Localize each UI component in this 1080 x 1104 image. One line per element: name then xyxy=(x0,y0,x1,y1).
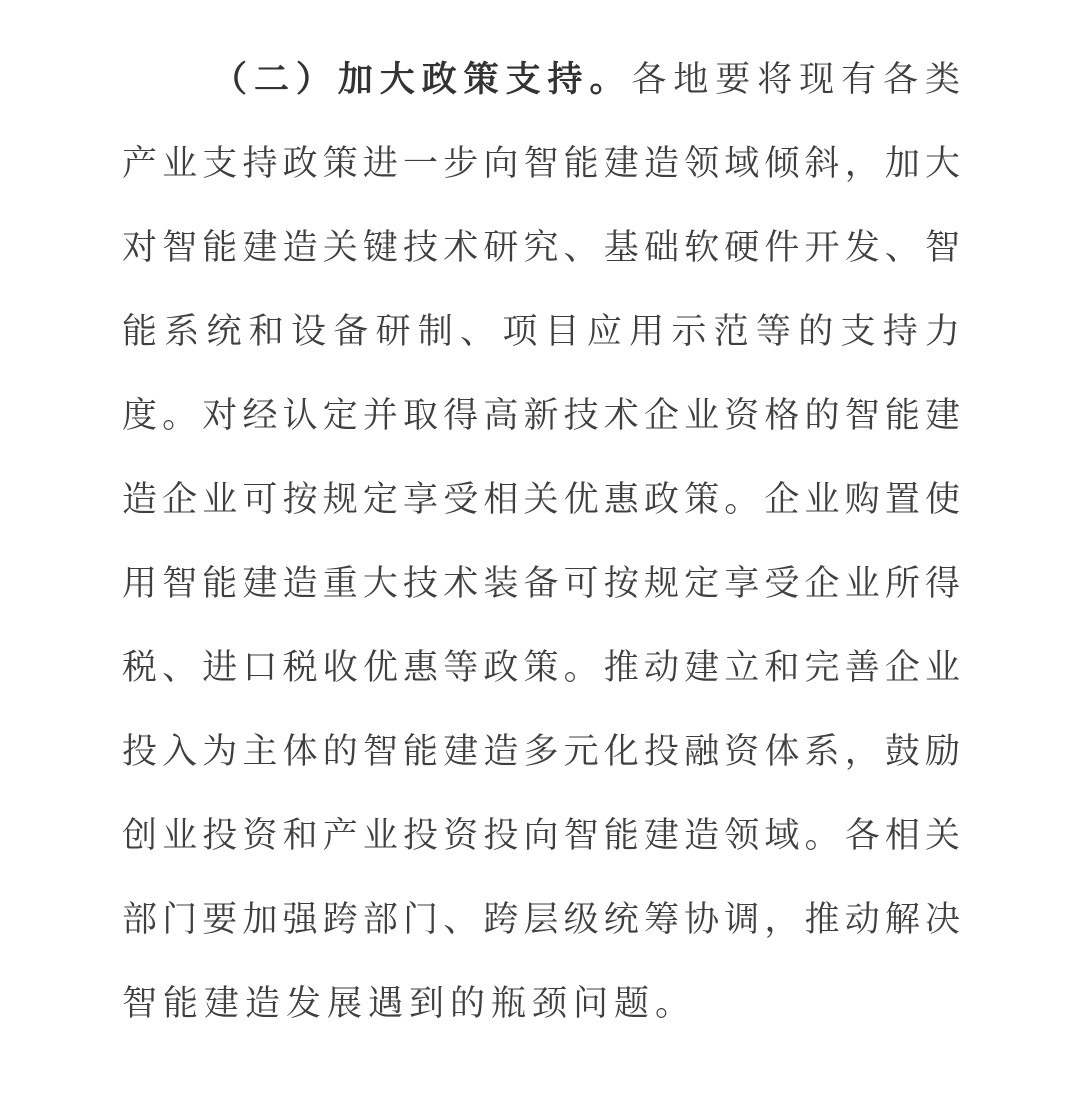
paragraph-line-9: 投入为主体的智能建造多元化投融资体系，鼓励 xyxy=(122,732,960,772)
paragraph-line-8: 税、进口税收优惠等政策。推动建立和完善企业 xyxy=(122,648,960,688)
paragraph-line-4: 能系统和设备研制、项目应用示范等的支持力 xyxy=(122,312,960,352)
paragraph-line-10: 创业投资和产业投资投向智能建造领域。各相关 xyxy=(122,816,960,856)
paragraph-line-5: 度。对经认定并取得高新技术企业资格的智能建 xyxy=(122,396,960,436)
paragraph-line-12: 智能建造发展遇到的瓶颈问题。 xyxy=(122,984,697,1024)
section-heading: （二）加大政策支持。 xyxy=(212,60,632,100)
paragraph-text: 各地要将现有各类 xyxy=(631,60,960,100)
paragraph-line-6: 造企业可按规定享受相关优惠政策。企业购置使 xyxy=(122,480,960,520)
paragraph-line-7: 用智能建造重大技术装备可按规定享受企业所得 xyxy=(122,564,960,604)
paragraph-line-1 xyxy=(122,38,960,122)
paragraph-line-3: 对智能建造关键技术研究、基础软硬件开发、智 xyxy=(122,228,960,268)
paragraph-line-2: 产业支持政策进一步向智能建造领域倾斜，加大 xyxy=(122,144,960,184)
article-paragraph xyxy=(122,38,960,1046)
paragraph-line-11: 部门要加强跨部门、跨层级统筹协调，推动解决 xyxy=(122,900,960,940)
